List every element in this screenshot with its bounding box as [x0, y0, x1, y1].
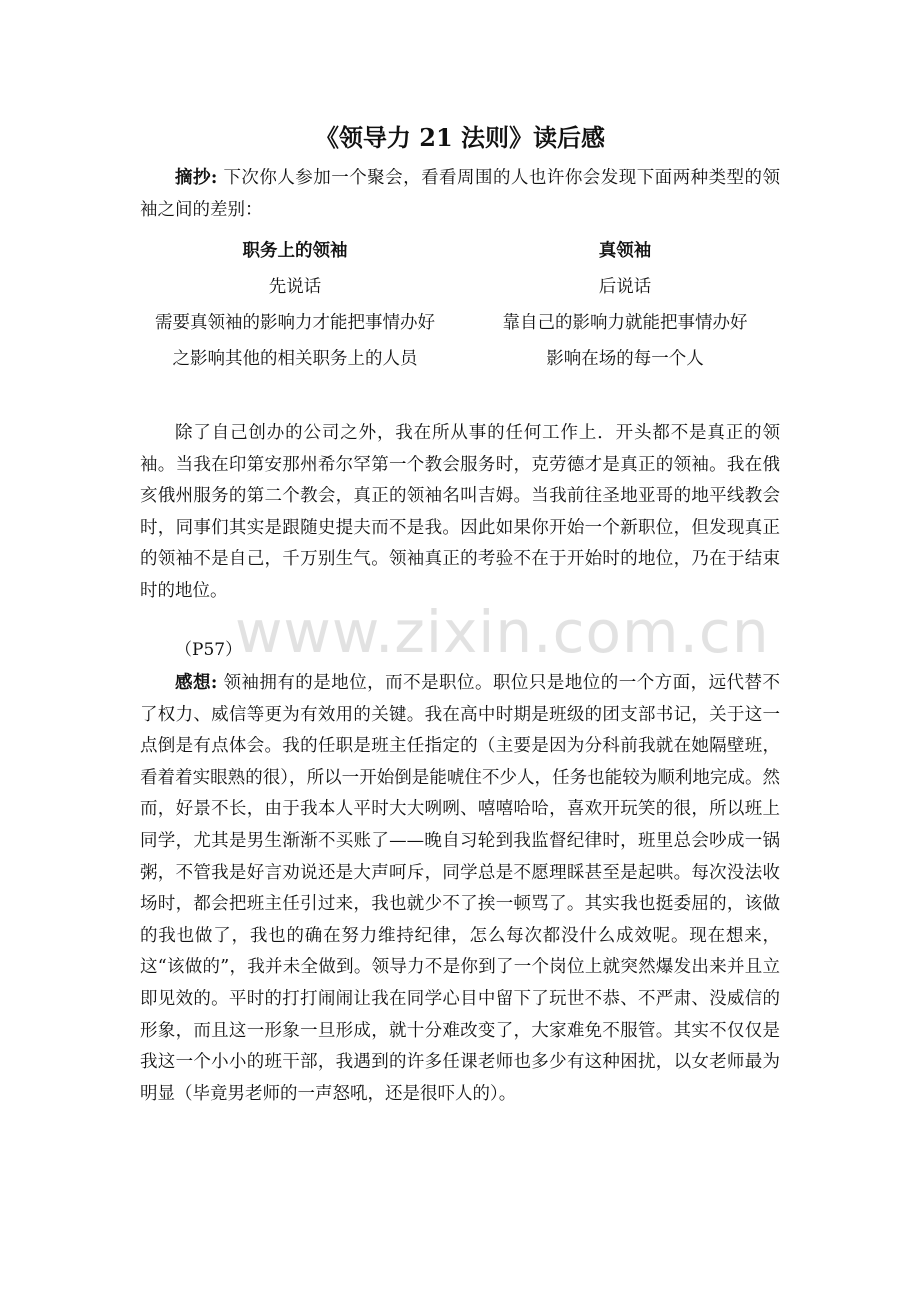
comparison-right-cell: 影响在场的每一个人: [546, 349, 704, 369]
reflection-text: 领袖拥有的是地位，而不是职位。职位只是地位的一个方面，远代替不了权力、威信等更为有效用的关键。我在高中时期是班级的团支部书记，关于这一点倒是有点体会。我的任职是班主任指定的（主要是因为分科前我就在她隔壁班，看着着实眼熟的很），所以一开始倒是能唬住不少人，任务也能较为顺利地完成。然而，好景不长，由于我本人平时大大咧咧、嘻嘻哈哈，喜欢开玩笑的很，所以班上同学，尤其是男生渐渐不买账了——晚自习轮到我监督纪律时，班里总会吵成一锅粥，不管我是好言劝说还是大声呵斥，同学总是不愿理睬甚至是起哄。每次没法收场时，都会把班主任引过来，我也就少不了挨一顿骂了。其实我也挺委屈的，该做的我也做了，我也的确在努力维持纪律，怎么每次都没什么成效呢。现在想来，这“该做的”，我并未全做到。领导力不是你到了一个岗位上就突然爆发出来并且立即见效的。平时的打打闹闹让我在同学心目中留下了玩世不恭、不严肃、没威信的形象，而且这一形象一旦形成，就十分难改变了，大家难免不服管。其实不仅仅是我这一个小小的班干部，我遇到的许多任课老师也多少有这种困扰，以女老师最为明显（毕竟男老师的一声怒吼，还是很吓人的）。: [140, 673, 780, 1104]
left-column-header: 职务上的领袖: [242, 241, 348, 261]
comparison-row: [140, 308, 780, 344]
comparison-right-cell: 靠自己的影响力就能把事情办好: [502, 313, 748, 333]
comparison-header-row: [140, 236, 780, 272]
comparison-row: [140, 272, 780, 308]
reflection-label: 感想:: [175, 673, 218, 693]
comparison-left-cell: 需要真领袖的影响力才能把事情办好: [155, 313, 435, 333]
page-reference: （P57）: [175, 640, 243, 660]
page-title: 《领导力 21 法则》读后感: [314, 123, 606, 152]
comparison-row: [140, 344, 780, 380]
excerpt-label: 摘抄:: [175, 168, 218, 188]
comparison-table: [140, 236, 780, 380]
comparison-right-cell: 后说话: [598, 277, 652, 297]
excerpt-text: 下次你人参加一个聚会，看看周围的人也许你会发现下面两种类型的领袖之间的差别：: [140, 168, 780, 220]
comparison-left-cell: 先说话: [268, 277, 322, 297]
excerpt-paragraph: [140, 163, 780, 226]
reflection-paragraph: [140, 668, 780, 1110]
watermark: www.zixin.com.cn: [235, 598, 770, 666]
right-column-header: 真领袖: [598, 241, 652, 261]
comparison-left-cell: 之影响其他的相关职务上的人员: [172, 349, 418, 369]
body-paragraph-1: 除了自己创办的公司之外，我在所从事的任何工作上．开头都不是真正的领袖。当我在印第安那州希尔罕第一个教会服务时，克劳德才是真正的领袖。我在俄亥俄州服务的第二个教会，真正的领袖名叫吉姆。当我前往圣地亚哥的地平线教会时，同事们其实是跟随史提夫而不是我。因此如果你开始一个新职位，但发现真正的领袖不是自己，千万别生气。领袖真正的考验不在于开始时的地位，乃在于结束时的地位。: [140, 423, 780, 601]
